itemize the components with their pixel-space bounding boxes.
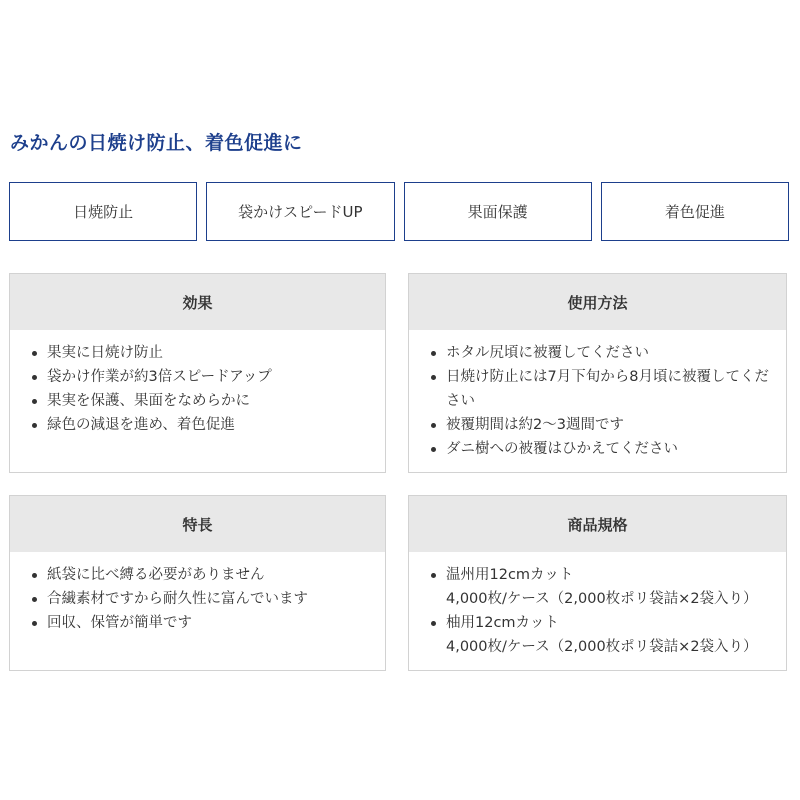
list-item: 合繊素材ですから耐久性に富んでいます — [32, 587, 385, 611]
list-item: 紙袋に比べ縛る必要がありません — [32, 563, 385, 587]
list-item: 果実を保護、果面をなめらかに — [32, 389, 385, 413]
list-item: 緑色の減退を進め、着色促進 — [32, 413, 385, 437]
list-item — [431, 563, 786, 611]
list-item: ホタル尻頃に被覆してください — [431, 341, 786, 365]
list-item — [431, 611, 786, 659]
tag-coloring-promotion: 着色促進 — [601, 182, 789, 241]
feature-tags — [9, 182, 789, 241]
tag-sunburn-prevention: 日焼防止 — [9, 182, 197, 241]
features-list — [10, 552, 385, 635]
tag-bagging-speed: 袋かけスピードUP — [206, 182, 394, 241]
usage-title: 使用方法 — [409, 274, 786, 330]
list-item: 回収、保管が簡単です — [32, 611, 385, 635]
effect-list — [10, 330, 385, 437]
features-title: 特長 — [10, 496, 385, 552]
spec-item-detail: 4,000枚/ケース（2,000枚ポリ袋詰×2袋入り） — [446, 639, 758, 655]
effect-box — [9, 273, 386, 473]
list-item: ダニ樹への被覆はひかえてください — [431, 437, 786, 461]
effect-title: 効果 — [10, 274, 385, 330]
list-item: 日焼け防止には7月下旬から8月頃に被覆してください — [431, 365, 786, 413]
usage-list — [409, 330, 786, 461]
page-headline: みかんの日焼け防止、着色促進に — [10, 132, 303, 154]
spec-item-name: 温州用12cmカット — [446, 567, 574, 583]
spec-list — [409, 552, 786, 659]
tag-fruit-protection: 果面保護 — [404, 182, 592, 241]
features-box — [9, 495, 386, 671]
list-item: 果実に日焼け防止 — [32, 341, 385, 365]
spec-item-detail: 4,000枚/ケース（2,000枚ポリ袋詰×2袋入り） — [446, 591, 758, 607]
list-item: 袋かけ作業が約3倍スピードアップ — [32, 365, 385, 389]
usage-box — [408, 273, 787, 473]
spec-box — [408, 495, 787, 671]
spec-item-name: 柚用12cmカット — [446, 615, 559, 631]
spec-title: 商品規格 — [409, 496, 786, 552]
list-item: 被覆期間は約2～3週間です — [431, 413, 786, 437]
